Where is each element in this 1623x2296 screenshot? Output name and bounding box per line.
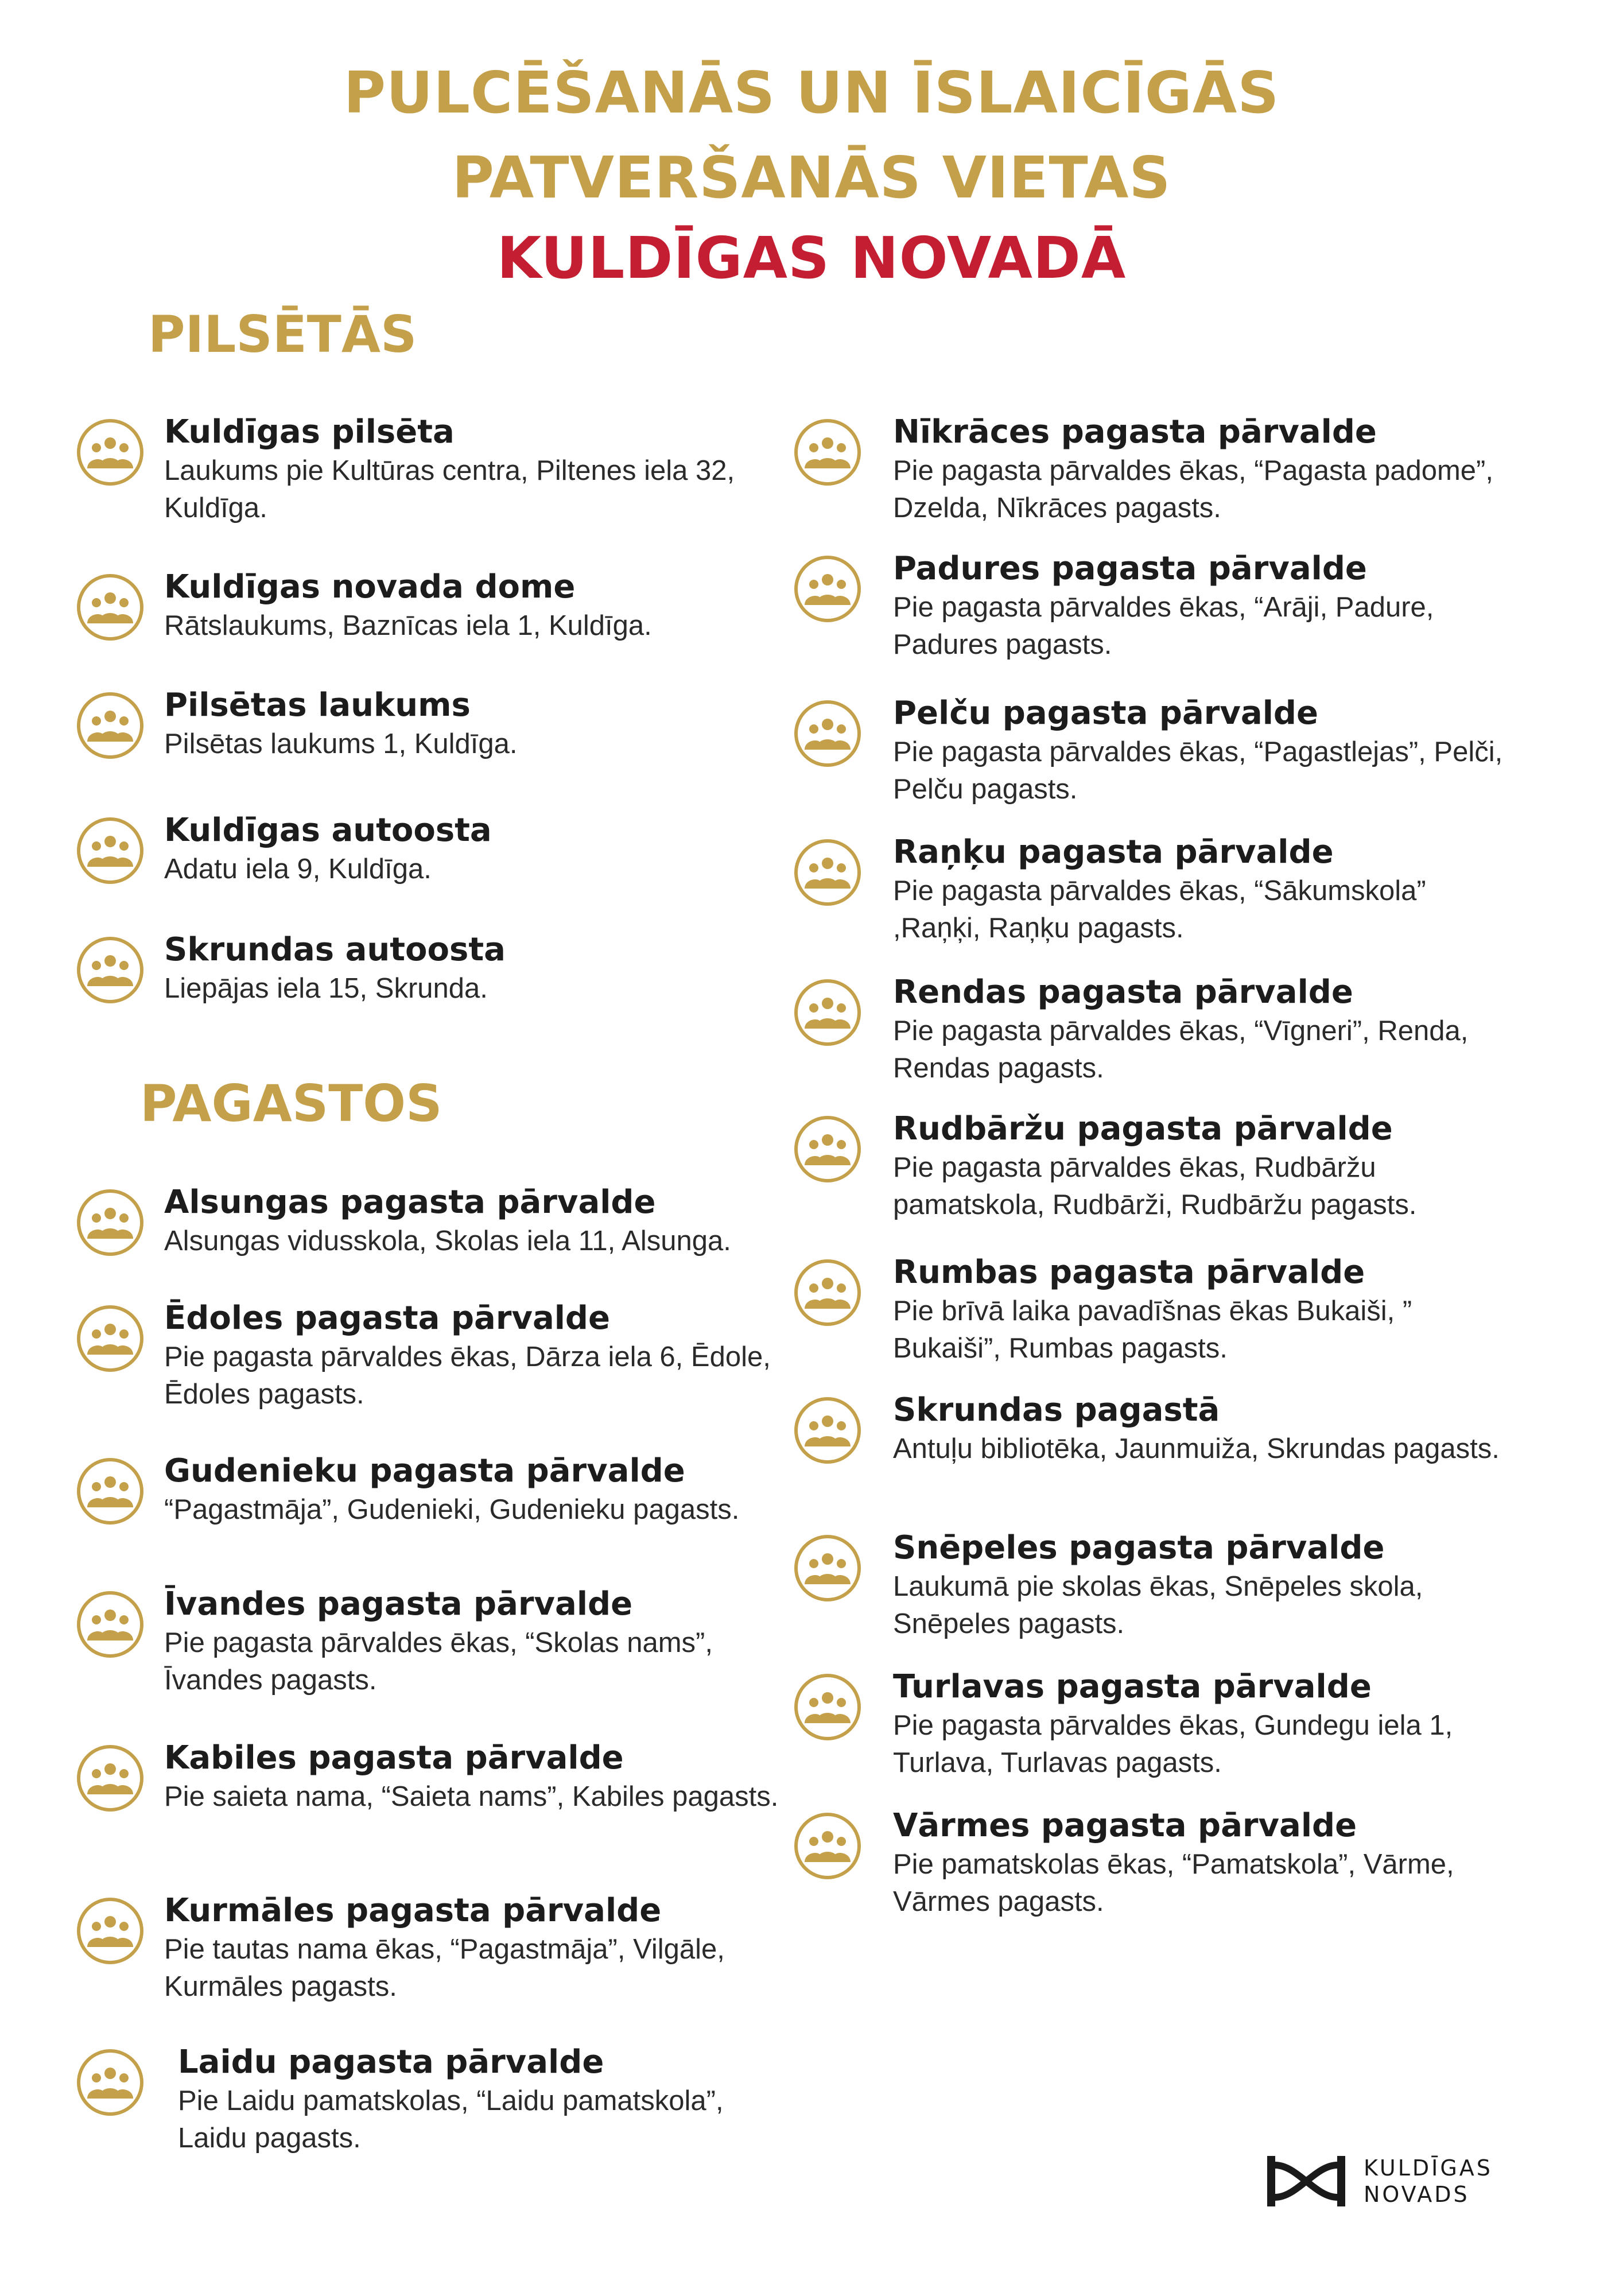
location-name: Snēpeles pagasta pārvalde: [893, 1529, 1385, 1566]
location-address: “Pagastmāja”, Gudenieki, Gudenieku pagasts.: [164, 1494, 740, 1525]
location-name: Skrundas pagastā: [893, 1391, 1220, 1429]
people-group-icon: [794, 839, 861, 906]
location-address: Pie pagasta pārvaldes ēkas, Gundegu iela 1, Turlava, Turlavas pagasts.: [893, 1710, 1453, 1778]
section-heading-cities: PILSĒTĀS: [148, 305, 417, 364]
people-group-icon: [794, 979, 861, 1046]
location-name: Pelču pagasta pārvalde: [893, 695, 1318, 732]
location-address: Pilsētas laukums 1, Kuldīga.: [164, 728, 518, 759]
people-group-icon: [77, 817, 143, 884]
kuldigas-novads-logo: [1263, 2154, 1527, 2211]
location-name: Kuldīgas novada dome: [164, 568, 576, 606]
people-group-icon: [77, 937, 143, 1003]
people-group-icon: [794, 1674, 861, 1740]
title-line-1: PULCĒŠANĀS UN ĪSLAICĪGĀS: [343, 59, 1280, 126]
logo-text-line-1: KULDĪGAS: [1364, 2155, 1493, 2181]
location-address: Pie pagasta pārvaldes ēkas, “Sākumskola” ,Raņķi, Raņķu pagasts.: [893, 875, 1426, 944]
location-address: Pie pagasta pārvaldes ēkas, Rudbāržu pamatskola, Rudbārži, Rudbāržu pagasts.: [893, 1152, 1417, 1220]
location-name: Rendas pagasta pārvalde: [893, 974, 1353, 1011]
location-name: Laidu pagasta pārvalde: [178, 2043, 604, 2081]
people-group-icon: [794, 419, 861, 486]
people-group-icon: [794, 1259, 861, 1326]
location-name: Nīkrāces pagasta pārvalde: [893, 413, 1377, 451]
location-address: Pie pagasta pārvaldes ēkas, Dārza iela 6, Ēdole, Ēdoles pagasts.: [164, 1341, 771, 1410]
location-address: Pie pagasta pārvaldes ēkas, “Pagastlejas”, Pelči, Pelču pagasts.: [893, 736, 1503, 805]
location-name: Turlavas pagasta pārvalde: [893, 1668, 1372, 1705]
location-name: Ēdoles pagasta pārvalde: [164, 1300, 610, 1337]
people-group-icon: [77, 2049, 143, 2116]
location-address: Rātslaukums, Baznīcas iela 1, Kuldīga.: [164, 610, 652, 641]
location-name: Alsungas pagasta pārvalde: [164, 1184, 656, 1221]
location-address: Pie saieta nama, “Saieta nams”, Kabiles pagasts.: [164, 1781, 779, 1812]
people-group-icon: [794, 700, 861, 767]
location-name: Vārmes pagasta pārvalde: [893, 1807, 1357, 1844]
location-address: Pie pagasta pārvaldes ēkas, “Vīgneri”, Renda, Rendas pagasts.: [893, 1015, 1469, 1084]
people-group-icon: [77, 574, 143, 641]
location-address: Pie pagasta pārvaldes ēkas, “Pagasta padome”, Dzelda, Nīkrāces pagasts.: [893, 455, 1493, 523]
kuldigas-logo-mark-icon: [1263, 2154, 1350, 2209]
people-group-icon: [77, 1189, 143, 1256]
logo-text-line-2: NOVADS: [1364, 2182, 1470, 2207]
location-name: Rudbāržu pagasta pārvalde: [893, 1110, 1393, 1147]
location-address: Pie pamatskolas ēkas, “Pamatskola”, Vārme, Vārmes pagasts.: [893, 1849, 1454, 1917]
location-name: Rumbas pagasta pārvalde: [893, 1254, 1365, 1291]
location-name: Skrundas autoosta: [164, 931, 506, 968]
location-name: Kurmāles pagasta pārvalde: [164, 1892, 662, 1929]
people-group-icon: [77, 1591, 143, 1658]
location-name: Raņķu pagasta pārvalde: [893, 833, 1334, 871]
location-name: Gudenieku pagasta pārvalde: [164, 1452, 685, 1490]
people-group-icon: [77, 419, 143, 486]
title-line-3: KULDĪGAS NOVADĀ: [496, 224, 1127, 292]
location-address: Pie brīvā laika pavadīšnas ēkas Bukaiši, ” Bukaiši”, Rumbas pagasts.: [893, 1296, 1412, 1364]
location-address: Adatu iela 9, Kuldīga.: [164, 854, 432, 885]
location-address: Laukumā pie skolas ēkas, Snēpeles skola, Snēpeles pagasts.: [893, 1571, 1423, 1639]
location-name: Kabiles pagasta pārvalde: [164, 1739, 624, 1777]
location-name: Kuldīgas pilsēta: [164, 413, 455, 451]
location-address: Pie pagasta pārvaldes ēkas, “Skolas nams”, Īvandes pagasts.: [164, 1627, 713, 1696]
location-address: Alsungas vidusskola, Skolas iela 11, Alsunga.: [164, 1225, 731, 1256]
people-group-icon: [794, 556, 861, 622]
location-name: Īvandes pagasta pārvalde: [164, 1585, 633, 1623]
people-group-icon: [77, 1898, 143, 1964]
title-line-2: PATVERŠANĀS VIETAS: [452, 144, 1171, 211]
people-group-icon: [794, 1116, 861, 1182]
location-address: Laukums pie Kultūras centra, Piltenes iela 32, Kuldīga.: [164, 455, 735, 523]
location-address: Pie Laidu pamatskolas, “Laidu pamatskola”, Laidu pagasts.: [178, 2085, 724, 2154]
people-group-icon: [77, 692, 143, 759]
location-name: Kuldīgas autoosta: [164, 812, 492, 849]
people-group-icon: [794, 1535, 861, 1601]
location-name: Pilsētas laukums: [164, 687, 471, 724]
people-group-icon: [77, 1745, 143, 1812]
location-address: Pie pagasta pārvaldes ēkas, “Arāji, Padure, Padures pagasts.: [893, 592, 1434, 660]
people-group-icon: [794, 1397, 861, 1464]
people-group-icon: [77, 1305, 143, 1372]
location-address: Antuļu bibliotēka, Jaunmuiža, Skrundas pagasts.: [893, 1433, 1500, 1464]
section-heading-parishes: PAGASTOS: [140, 1074, 442, 1133]
people-group-icon: [794, 1813, 861, 1879]
location-name: Padures pagasta pārvalde: [893, 550, 1367, 587]
location-address: Liepājas iela 15, Skrunda.: [164, 973, 488, 1004]
location-address: Pie tautas nama ēkas, “Pagastmāja”, Vilgāle, Kurmāles pagasts.: [164, 1934, 725, 2002]
people-group-icon: [77, 1458, 143, 1525]
